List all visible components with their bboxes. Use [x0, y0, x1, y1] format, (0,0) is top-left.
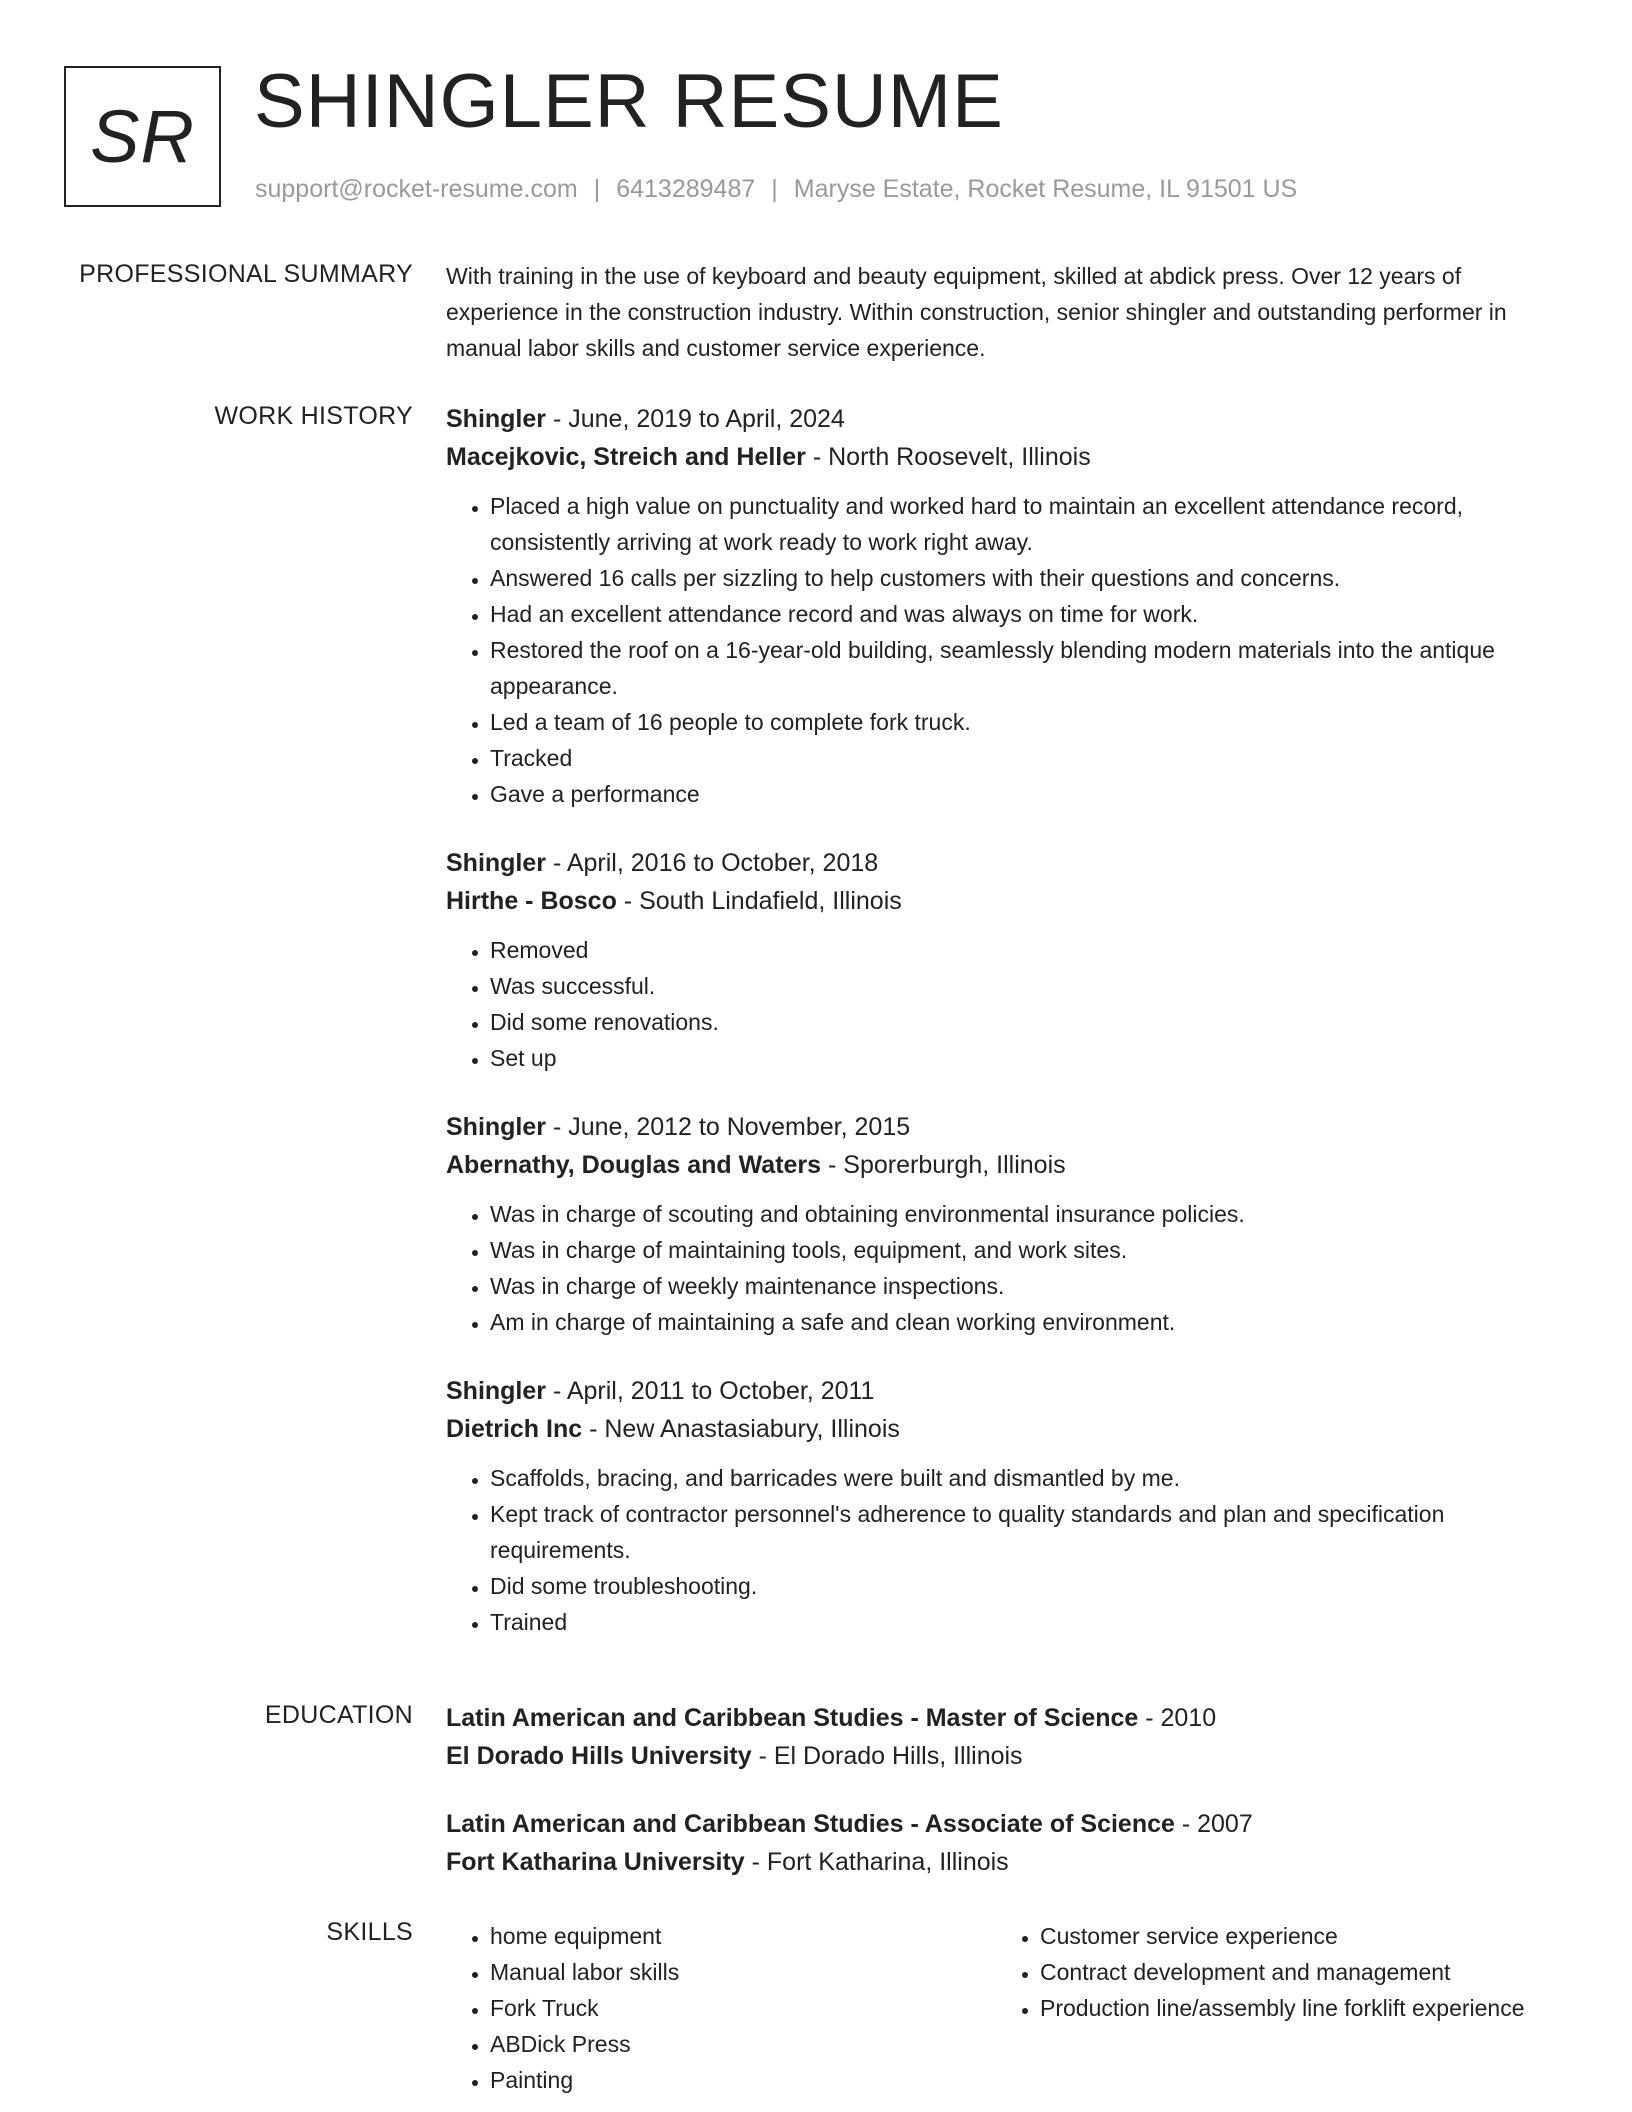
job-entry [446, 1372, 1546, 1640]
list-item: • Did some renovations. [490, 1004, 1546, 1040]
monogram-logo: SR [64, 66, 221, 207]
section-label-education: EDUCATION [264, 1701, 413, 1729]
job-dates: - April, 2016 to October, 2018 [546, 849, 879, 877]
job-entry [446, 1108, 1546, 1340]
degree-year: - 2010 [1138, 1704, 1217, 1732]
list-item: • Removed [490, 932, 1546, 968]
school-location: - El Dorado Hills, Illinois [751, 1742, 1023, 1770]
job-title: Shingler [446, 1113, 547, 1141]
list-item: • Gave a performance [490, 776, 1546, 812]
list-item: • Was in charge of maintaining tools, equipment, and work sites. [490, 1232, 1546, 1268]
job-location: - North Roosevelt, Illinois [805, 443, 1091, 471]
education-entry [446, 1699, 1546, 1775]
section-label-summary: PROFESSIONAL SUMMARY [79, 260, 413, 288]
job-location: - New Anastasiabury, Illinois [582, 1415, 900, 1443]
contact-line [255, 175, 1297, 204]
summary-text: With training in the use of keyboard and beauty equipment, skilled at abdick press. Over 12 years of experience in the construction industry. Within construction, senior shingler and outstanding performer in manual labor skills and customer service experience. [446, 263, 1507, 361]
section-label-skills: SKILLS [326, 1918, 413, 1946]
list-item: • Trained [490, 1604, 1546, 1640]
degree-year: - 2007 [1174, 1810, 1253, 1838]
job-location: - South Lindafield, Illinois [616, 887, 902, 915]
job-company: Hirthe - Bosco [446, 887, 617, 915]
skill-item: • Manual labor skills [490, 1954, 996, 1990]
job-bullets [446, 1460, 1546, 1640]
list-item: • Set up [490, 1040, 1546, 1076]
list-item: • Restored the roof on a 16-year-old building, seamlessly blending modern materials into the antique appearance. [490, 632, 1546, 704]
contact-separator: | [593, 175, 601, 203]
job-entry [446, 844, 1546, 1076]
degree-text: Latin American and Caribbean Studies - Master of Science [446, 1704, 1139, 1732]
skills-columns [446, 1918, 1546, 2098]
education-entry [446, 1805, 1546, 1881]
job-bullets [446, 488, 1546, 812]
skill-item: • Painting [490, 2062, 996, 2098]
list-item: • Was in charge of scouting and obtaining environmental insurance policies. [490, 1196, 1546, 1232]
skills-list-right [996, 1918, 1546, 2098]
job-title: Shingler [446, 405, 547, 433]
list-item: • Was in charge of weekly maintenance inspections. [490, 1268, 1546, 1304]
section-label-work-history: WORK HISTORY [214, 402, 413, 430]
job-bullets [446, 932, 1546, 1076]
job-dates: - June, 2019 to April, 2024 [546, 405, 845, 433]
job-title: Shingler [446, 849, 547, 877]
list-item: • Was successful. [490, 968, 1546, 1004]
degree-text: Latin American and Caribbean Studies - Associate of Science [446, 1810, 1175, 1838]
list-item: • Scaffolds, bracing, and barricades were built and dismantled by me. [490, 1460, 1546, 1496]
skill-item: • Customer service experience [1040, 1918, 1546, 1954]
address-text: Maryse Estate, Rocket Resume, IL 91501 US [793, 175, 1298, 203]
job-company: Abernathy, Douglas and Waters [446, 1151, 822, 1179]
school-location: - Fort Katharina, Illinois [744, 1848, 1009, 1876]
job-bullets [446, 1196, 1546, 1340]
job-company: Macejkovic, Streich and Heller [446, 443, 806, 471]
school-name: El Dorado Hills University [446, 1742, 752, 1770]
job-company: Dietrich Inc [446, 1415, 583, 1443]
skill-item: • Fork Truck [490, 1990, 996, 2026]
skill-item: • ABDick Press [490, 2026, 996, 2062]
skill-item: • Contract development and management [1040, 1954, 1546, 1990]
resume-name: SHINGLER RESUME [254, 59, 1004, 144]
list-item: • Answered 16 calls per sizzling to help customers with their questions and concerns. [490, 560, 1546, 596]
skills-list-left [446, 1918, 996, 2098]
list-item: • Kept track of contractor personnel's adherence to quality standards and plan and specification requirements. [490, 1496, 1546, 1568]
list-item: • Had an excellent attendance record and was always on time for work. [490, 596, 1546, 632]
job-location: - Sporerburgh, Illinois [821, 1151, 1066, 1179]
skill-item: • Production line/assembly line forklift experience [1040, 1990, 1546, 2026]
job-dates: - June, 2012 to November, 2015 [546, 1113, 911, 1141]
school-name: Fort Katharina University [446, 1848, 745, 1876]
list-item: • Did some troubleshooting. [490, 1568, 1546, 1604]
list-item: • Tracked [490, 740, 1546, 776]
job-title: Shingler [446, 1377, 547, 1405]
list-item: • Am in charge of maintaining a safe and clean working environment. [490, 1304, 1546, 1340]
email-text: support@rocket-resume.com [255, 175, 578, 203]
list-item: • Placed a high value on punctuality and worked hard to maintain an excellent attendance record, consistently arriving at work ready to work right away. [490, 488, 1546, 560]
contact-separator: | [771, 175, 778, 203]
skill-item: • home equipment [490, 1918, 996, 1954]
job-entry [446, 400, 1546, 812]
job-dates: - April, 2011 to October, 2011 [546, 1377, 875, 1405]
phone-text: 6413289487 [616, 175, 756, 203]
list-item: • Led a team of 16 people to complete fork truck. [490, 704, 1546, 740]
